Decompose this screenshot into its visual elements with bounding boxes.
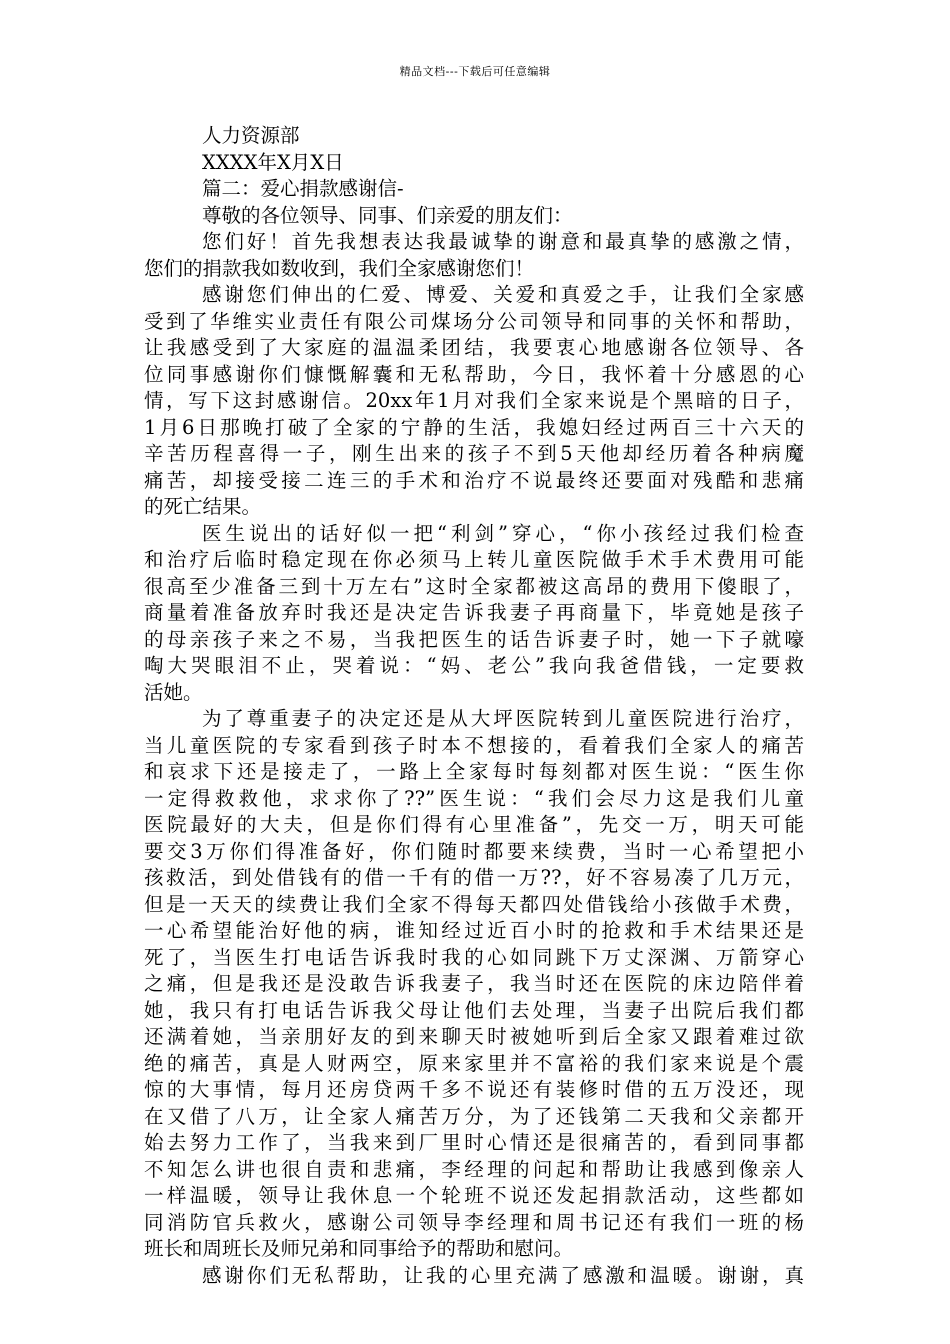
text-line: 始去努力工作了，当我来到厂里时心情还是很痛苦的，看到同事都: [144, 1131, 804, 1154]
text-line: 惊的大事情，每月还房贷两千多不说还有装修时借的五万没还，现: [144, 1078, 804, 1101]
text-line: 和哀求下还是接走了，一路上全家每时每刻都对医生说：“医生你: [144, 760, 804, 783]
text-line: 您们的捐款我如数收到，我们全家感谢您们！: [144, 256, 535, 280]
text-line: 同消防官兵救火，感谢公司领导李经理和周书记还有我们一班的杨: [144, 1210, 804, 1234]
text-line: 的母亲孩子来之不易，当我把医生的话告诉妻子时，她一下子就嚎: [144, 627, 804, 651]
text-line: 一样温暖，领导让我休息一个轮班不说还发起捐款活动，这些都如: [144, 1184, 804, 1207]
text-line: 一定得救救他，求求你了??”医生说：“我们会尽力这是我们儿童: [144, 786, 804, 810]
text-line: 篇二：爱心捐款感谢信-: [202, 177, 404, 200]
document-body: [144, 123, 804, 1289]
text-line: 为了尊重妻子的决定还是从大坪医院转到儿童医院进行治疗，: [202, 707, 804, 730]
text-line: 啕大哭眼泪不止，哭着说：“妈、老公”我向我爸借钱，一定要救: [144, 654, 804, 677]
text-line: 不知怎么讲也很自责和悲痛，李经理的问起和帮助让我感到像亲人: [144, 1157, 804, 1181]
text-line: 还满着她，当亲朋好友的到来聊天时被她听到后全家又跟着难过欲: [144, 1025, 804, 1048]
text-line: 绝的痛苦，真是人财两空，原来家里并不富裕的我们家来说是个震: [144, 1051, 804, 1075]
text-line: 的死亡结果。: [144, 495, 262, 518]
text-line: 之痛，但是我还是没敢告诉我妻子，我当时还在医院的床边陪伴着: [144, 972, 804, 995]
text-line: 痛苦，却接受接二连三的手术和治疗不说最终还要面对残酷和悲痛: [144, 468, 804, 492]
text-line: 商量着准备放弃时我还是决定告诉我妻子再商量下，毕竟她是孩子: [144, 601, 804, 624]
text-line: 和治疗后临时稳定现在你必须马上转儿童医院做手术手术费用可能: [144, 548, 804, 571]
text-line: 医生说出的话好似一把“利剑”穿心，“你小孩经过我们检查: [202, 521, 804, 545]
page-header: 精品文档---下载后可任意编辑: [399, 65, 551, 78]
text-line: 在又借了八万，让全家人痛苦万分，为了还钱第二天我和父亲都开: [144, 1104, 804, 1128]
text-line: 班长和周班长及师兄弟和同事给予的帮助和慰问。: [144, 1237, 574, 1260]
text-line: 1月6日那晚打破了全家的宁静的生活，我媳妇经过两百三十六天的: [144, 415, 804, 439]
text-line: 人力资源部: [202, 124, 300, 147]
text-line: 孩救活，到处借钱有的借一千有的借一万??，好不容易凑了几万元，: [144, 866, 804, 889]
text-line: 感谢您们伸出的仁爱、博爱、关爱和真爱之手，让我们全家感: [202, 283, 804, 306]
text-line: 活她。: [144, 680, 203, 704]
text-line: 她，我只有打电话告诉我父母让他们去处理，当妻子出院后我们都: [144, 998, 804, 1022]
text-line: 但是一天天的续费让我们全家不得每天都四处借钱给小孩做手术费，: [144, 892, 804, 916]
text-line: XXXX年X月X日: [202, 150, 344, 174]
text-line: 受到了华维实业责任有限公司煤场分公司领导和同事的关怀和帮助，: [144, 309, 804, 333]
text-line: 您们好！首先我想表达我最诚挚的谢意和最真挚的感激之情，: [202, 230, 804, 253]
text-line: 位同事感谢你们慷慨解囊和无私帮助，今日，我怀着十分感恩的心: [144, 362, 804, 386]
text-line: 当儿童医院的专家看到孩子时本不想接的，看着我们全家人的痛苦: [144, 733, 804, 757]
text-line: 一心希望能治好他的病，谁知经过近百小时的抢救和手术结果还是: [144, 919, 804, 942]
text-line: 要交3万你们得准备好，你们随时都要来续费，当时一心希望把小: [144, 839, 804, 863]
text-line: 医院最好的大夫，但是你们得有心里准备”，先交一万，明天可能: [144, 813, 804, 836]
text-line: 情，写下这封感谢信。20xx年1月对我们全家来说是个黑暗的日子，: [144, 389, 804, 412]
text-line: 让我感受到了大家庭的温温柔团结，我要衷心地感谢各位领导、各: [144, 336, 804, 359]
text-line: 很高至少准备三到十万左右”这时全家都被这高昂的费用下傻眼了，: [144, 574, 804, 598]
text-line: 感谢你们无私帮助，让我的心里充满了感激和温暖。谢谢，真: [202, 1263, 804, 1287]
text-line: 尊敬的各位领导、同事、们亲爱的朋友们：: [202, 203, 573, 227]
text-line: 辛苦历程喜得一子，刚生出来的孩子不到5天他却经历着各种病魔: [144, 442, 804, 465]
text-line: 死了，当医生打电话告诉我时我的心如同跳下万丈深渊、万箭穿心: [144, 945, 804, 969]
